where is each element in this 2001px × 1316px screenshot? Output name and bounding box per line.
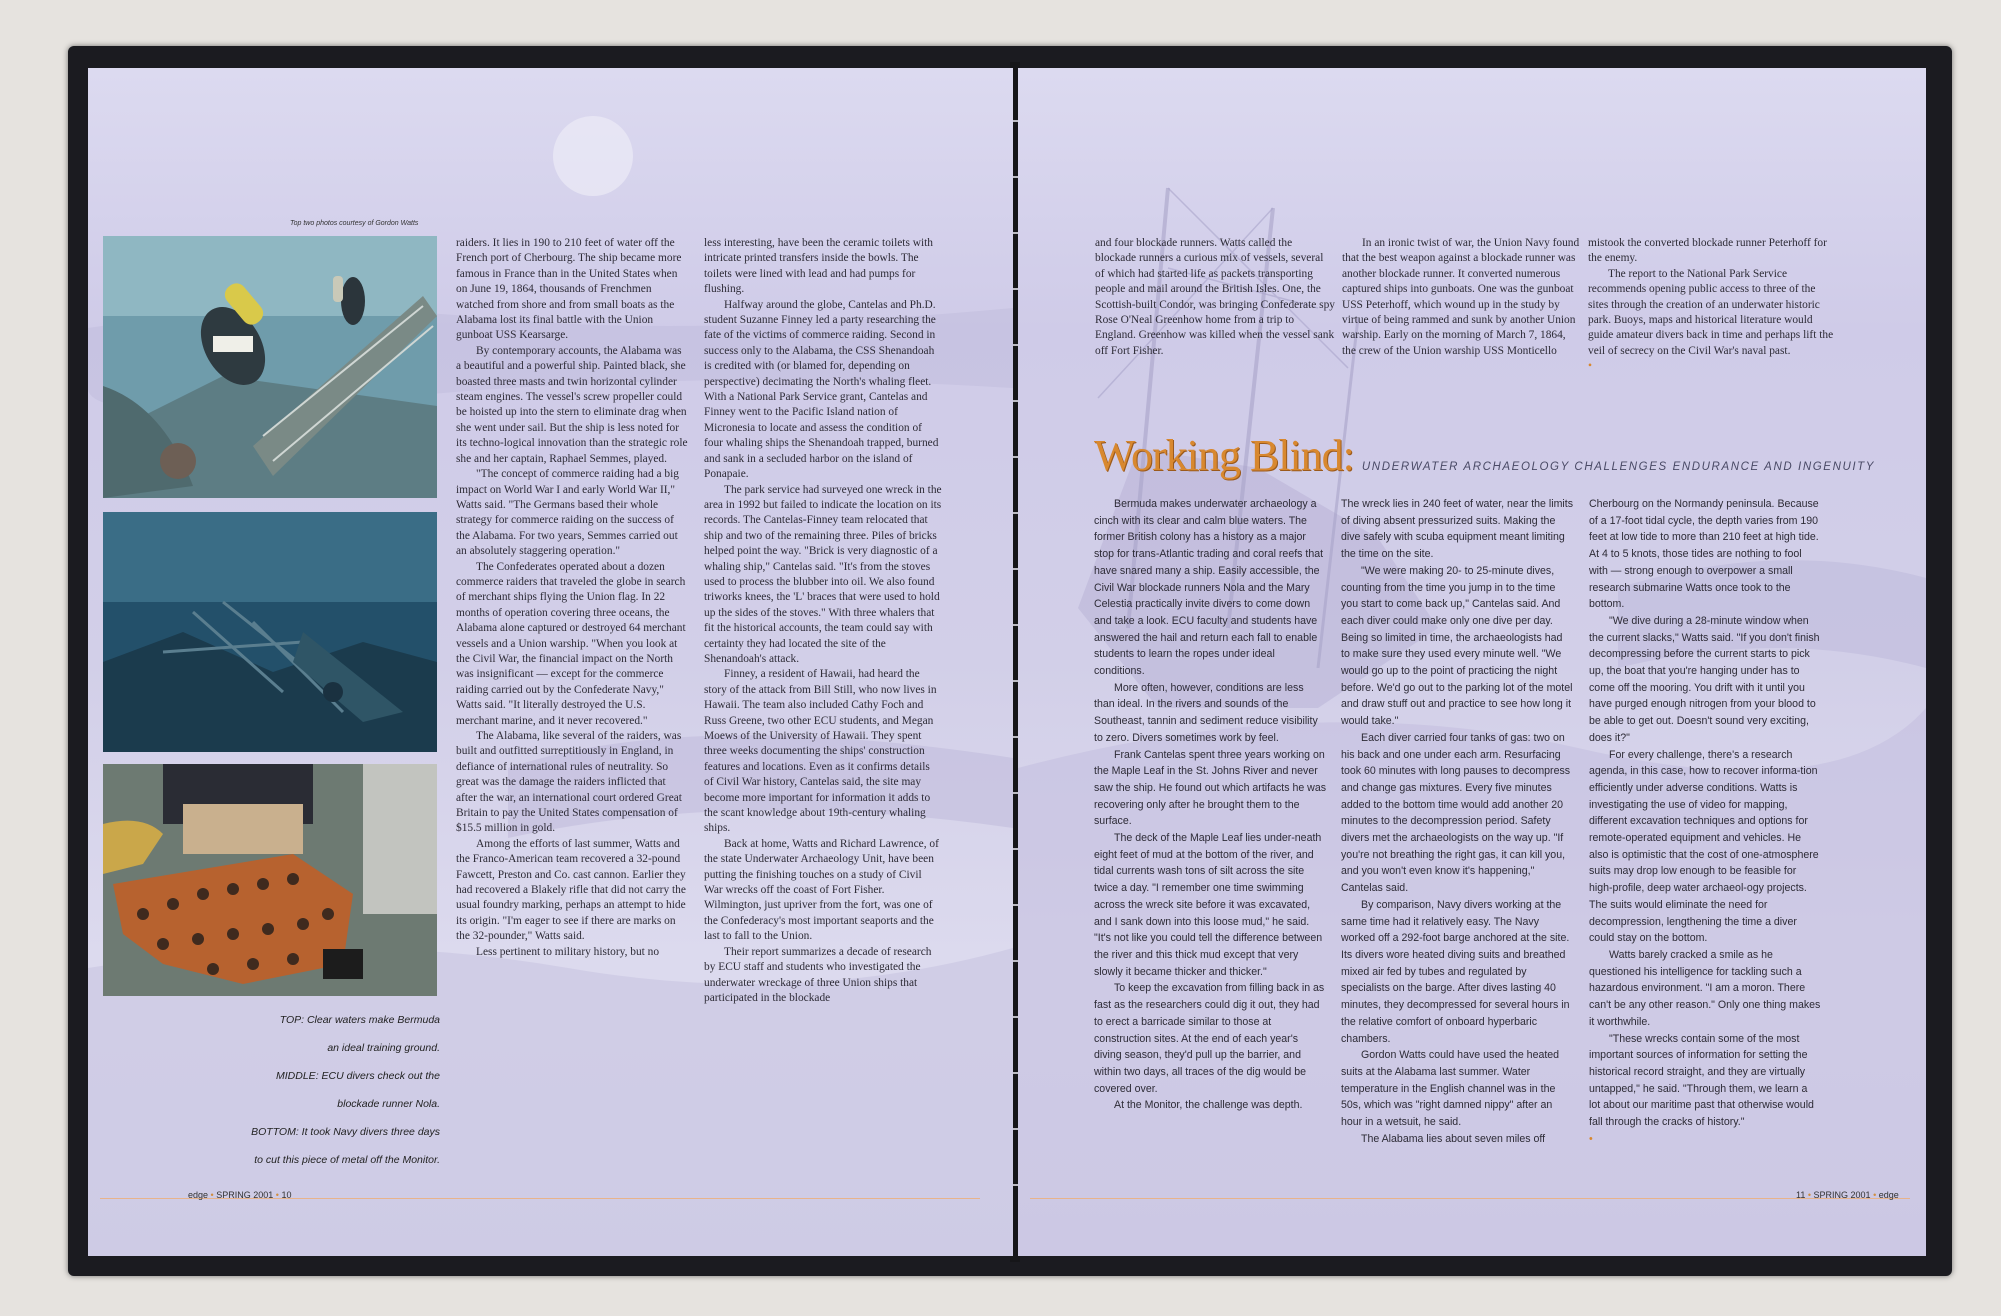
left-column-1: [456, 236, 688, 960]
paragraph: The Confederates operated about a dozen commerce raiders that traveled the globe in search of merchant ships flying the Union flag. In 22 months of operation covering three oceans, the Alabama alone captured or destroyed 64 merchant vessels and a Union warship. "When you look at the Civil War, the financial impact on the North was insignificant — except for the commerce raiding carried out by the Confederate Navy," Watts said. "It literally destroyed the U.S. merchant marine, and it never recovered.": [456, 560, 686, 727]
right-top-column-2: [1342, 236, 1580, 359]
paragraph: By comparison, Navy divers working at the same time had it relatively easy. The Navy worked off a 292-foot barge anchored at the site. Its divers wore heated diving suits and breathed mixed air fed by tubes and regulated by specialists on the barge. After dives lasting 40 minutes, they decompressed for several hours in the relative comfort of onboard hyperbaric chambers.: [1341, 898, 1570, 1045]
photo-credit: Top two photos courtesy of Gordon Watts: [290, 220, 419, 227]
paragraph: "These wrecks contain some of the most important sources of information for setting the historical record straight, and they are virtually untapped," he said. "Through them, we learn a lot about our maritime past that otherwise would fall through the cracks of history.": [1589, 1032, 1814, 1129]
photo-divers-bermuda: [103, 236, 437, 498]
paragraph: By contemporary accounts, the Alabama was a beautiful and a powerful ship. Painted black, she boasted three masts and twin horizontal cylinder steam engines. The vessel's screw propeller could be hoisted up into the stern to eliminate drag when she went under sail. But the ship is less noted for its techno-logical innovation than the strategic role she and her captain, Raphael Semmes, played.: [456, 344, 688, 465]
folio-magazine: edge: [188, 1190, 209, 1200]
right-footer-rule: [1030, 1198, 1910, 1199]
folio-page: 11: [1796, 1190, 1806, 1200]
photo-blockade-runner-nola: [103, 512, 437, 752]
caption-line: TOP: Clear waters make Bermuda: [279, 1014, 440, 1026]
paragraph: The park service had surveyed one wreck in the area in 1992 but failed to indicate the location on its records. The Cantelas-Finney team relocated that ship and two of the remaining three. Piles of bricks helped point the way. "Brick is very diagnostic of a whaling ship," Cantelas said. "It's from the stoves used to process the blubber into oil. We also found triworks knees, the 'L' braces that were used to hold up the sides of the stoves." With three whalers that fit the historical accounts, the team could say with certainty they had located the site of the Shenandoah's attack.: [704, 483, 942, 665]
paragraph: The Alabama, like several of the raiders, was built and outfitted surreptitiously in England, in defiance of international rules of neutrality. So great was the damage the raiders inflicted that after the war, an international court ordered Great Britain to pay the United States compensation of $15.5 million in gold.: [456, 730, 682, 835]
paragraph: At the Monitor, the challenge was depth.: [1114, 1099, 1303, 1112]
caption-line: BOTTOM: It took Navy divers three days: [251, 1126, 440, 1138]
paragraph: More often, however, conditions are less than ideal. In the rivers and sounds of the Southeast, tannin and sediment reduce visibility to zero. Divers sometimes work by feel.: [1094, 681, 1318, 744]
article-headline: [1094, 430, 1875, 481]
paragraph: The Alabama lies about seven miles off: [1361, 1132, 1546, 1145]
paragraph: Halfway around the globe, Cantelas and Ph.D. student Suzanne Finney led a party researching the fate of the victims of commerce raiding. Second in success only to the Alabama, the CSS Shenandoah is credited with (or blamed for, depending on perspective) decimating the North's whaling fleet. With a National Park Service grant, Cantelas and Finney went to the Pacific Island nation of Micronesia to locate and assess the condition of four whaling ships the Shenandoah trapped, burned and sank in a secluded harbor on the island of Ponapaie.: [704, 298, 939, 481]
paragraph: Among the efforts of last summer, Watts and the Franco-American team recovered a 32-pound Fawcett, Preston and Co. cast cannon. Earlier they had recovered a Blakely rifle that did not carry the usual foundry marking, perhaps an attempt to hide its origin. "I'm eager to see if there are marks on the 32-pounder," Watts said.: [456, 837, 686, 943]
paragraph: less interesting, have been the ceramic toilets with intricate printed transfers inside the bowls. The toilets were lined with lead and had pumps for flushing.: [704, 237, 934, 296]
right-column-1: [1094, 496, 1326, 1114]
headline-title: Working Blind:: [1094, 431, 1354, 480]
paragraph: Less pertinent to military history, but no: [476, 945, 660, 958]
paragraph: "The concept of commerce raiding had a big impact on World War I and early World War II," Watts said. "The Germans based their whole strategy for commerce raiding on the success of the Alabama. For two years, Semmes carried out an absolutely staggering operation.": [456, 468, 679, 558]
photo-monitor-metal-piece: [103, 764, 437, 996]
paragraph: Their report summarizes a decade of research by ECU staff and students who investigated the underwater wreckage of three Union ships that participated in the blockade: [704, 945, 932, 1004]
paragraph: and four blockade runners. Watts called the blockade runners a curious mix of vessels, several of which had started life as packets transporting people and mail around the British Isles. One, the Scottish-built Condor, was bringing Confederate spy Rose O'Neal Greenhow home from a trip to England. Greenhow was killed when the vessel sank off Fort Fisher.: [1095, 237, 1335, 357]
paragraph: Finney, a resident of Hawaii, had heard the story of the attack from Bill Still, who now lives in Hawaii. The team also included Cathy Foch and Russ Greene, two other ECU students, and Megan Moews of the University of Hawaii. They spent three weeks documenting the ships' construction features and locations. Even as it confirms details of Civil War history, Cantelas said, the site may become more important for information it adds to the scant knowledge about 19th-century whaling ships.: [704, 668, 937, 835]
paragraph: "We dive during a 28-minute window when the current slacks," Watts said. "If you don't finish decompressing before the current starts to pick up, the boat that you're hanging under has to come off the mooring. You drift with it until you have purged enough nitrogen from your blood to be able to get out. Doesn't sound very exciting, does it?": [1589, 614, 1820, 744]
paragraph: Frank Cantelas spent three years working on the Maple Leaf in the St. Johns River and never saw the ship. He found out which artifacts he was recovering only after he brought them to the surface.: [1094, 748, 1327, 828]
folio-issue: SPRING 2001: [1813, 1190, 1871, 1200]
paragraph: Back at home, Watts and Richard Lawrence, of the state Underwater Archaeology Unit, have been putting the finishing touches on a study of Civil War wrecks off the coast of Fort Fisher. Wilmington, just upriver from the fort, was one of the Confederacy's most important seaports and the last to fall to the Union.: [704, 837, 939, 943]
paragraph: The report to the National Park Service recommends opening public access to three of the sites through the creation of an underwater historic park. Buoys, maps and historical literature would guide amateur divers back in time and perhaps lift the veil of secrecy on the Civil War's naval past.: [1588, 267, 1834, 357]
caption-line: to cut this piece of metal off the Monitor.: [254, 1154, 440, 1166]
paragraph: Bermuda makes underwater archaeology a cinch with its clear and calm blue waters. The former British colony has a history as a major stop for trans-Atlantic trading and coral reefs that have snared many a ship. Easily accessible, the Civil War blockade runners Nola and the Mary Celestia practically invite divers to come down and take a look. ECU faculty and students have answered the hail and return each fall to enable students to learn the ropes under ideal conditions.: [1094, 498, 1324, 678]
right-folio: 11 • SPRING 2001 • edge: [1796, 1190, 1899, 1200]
left-folio: edge • SPRING 2001 • 10: [188, 1190, 292, 1200]
paragraph: The wreck lies in 240 feet of water, near the limits of diving absent pressurized suits. Making the dive safely with scuba equipment meant limiting the time on the site.: [1341, 498, 1573, 561]
right-top-column-1: [1095, 236, 1335, 359]
right-column-2: [1341, 496, 1573, 1147]
headline-subhead: UNDERWATER ARCHAEOLOGY CHALLENGES ENDURANCE AND INGENUITY: [1361, 461, 1876, 473]
paragraph: mistook the converted blockade runner Peterhoff for the enemy.: [1588, 237, 1827, 265]
caption-line: an ideal training ground.: [327, 1042, 440, 1054]
paragraph: In an ironic twist of war, the Union Navy found that the best weapon against a blockade runner was another blockade runner. It converted numerous captured ships into gunboats. One was the gunboat USS Peterhoff, which wound up in the study by virtue of being rammed and sunk by another Union warship. Early on the morning of March 7, 1864, the crew of the Union warship USS Monticello: [1342, 237, 1580, 357]
caption-line: MIDDLE: ECU divers check out the: [276, 1070, 440, 1082]
caption-line: blockade runner Nola.: [337, 1098, 440, 1110]
end-mark-icon: •: [1589, 1132, 1593, 1145]
paragraph: Gordon Watts could have used the heated suits at the Alabama last summer. Water temperature in the English channel was in the 50s, which was "right damned nippy" after an hour in a wetsuit, he said.: [1341, 1049, 1560, 1129]
right-column-3: [1589, 496, 1821, 1147]
paragraph: For every challenge, there's a research agenda, in this case, how to recover informa-tion efficiently under adverse conditions. Watts is investigating the use of video for mapping, different excavation techniques and options for remote-operated equipment and vehicles. He also is optimistic that the cost of one-atmosphere suits may drop low enough to be feasible for high-profile, deep water archaeol-ogy projects. The suits would eliminate the need for decompression, lengthening the time a diver could stay on the bottom.: [1589, 748, 1819, 945]
left-column-2: [704, 236, 942, 1006]
photo-captions: [250, 1006, 440, 1174]
paragraph: Watts barely cracked a smile as he questioned his intelligence for tackling such a hazardous environment. "I am a moron. There can't be any other reason." Only one thing makes it worthwhile.: [1589, 948, 1821, 1028]
folio-magazine: edge: [1878, 1190, 1899, 1200]
paragraph: Cherbourg on the Normandy peninsula. Because of a 17-foot tidal cycle, the depth varies from 190 feet at low tide to more than 210 feet at high tide. At 4 to 5 knots, those tides are nothing to fool with — strong enough to overpower a small research submarine Watts once took to the bottom.: [1589, 498, 1819, 611]
paragraph: raiders. It lies in 190 to 210 feet of water off the French port of Cherbourg. The ship became more famous in France than in the United States when on June 19, 1864, thousands of Frenchmen watched from shore and from small boats as the Alabama lost its final battle with the Union gunboat USS Kearsarge.: [456, 237, 682, 342]
folio-page: 10: [281, 1190, 292, 1200]
paragraph: The deck of the Maple Leaf lies under-neath eight feet of mud at the bottom of the river, and tidal currents wash tons of silt across the site twice a day. "I remember one time swimming across the wreck site before it was excavated, and I sank down into this loose mud," he said. "It's not like you could tell the difference between the river and this thick mud except that very slowly it became thicker and thicker.": [1094, 832, 1323, 978]
end-mark-icon: •: [1588, 360, 1592, 373]
right-top-column-3: [1588, 236, 1838, 375]
paragraph: "We were making 20- to 25-minute dives, counting from the time you jump in to the time you start to come back up," Cantelas said. And each diver could make only one dive per day. Being so limited in time, the archaeologists had to make sure they used every minute well. "We would go up to the point of practicing the night before. We'd go out to the parking lot of the motel and draw stuff out and practice to see how long it would take.": [1341, 564, 1573, 728]
paragraph: Each diver carried four tanks of gas: two on his back and one under each arm. Resurfacing took 60 minutes with long pauses to decompress and change gas mixtures. Every five minutes added to the bottom time would add another 20 minutes to the decompression period. Safety divers met the archaeologists on the way up. "If you're not breathing the right gas, it can kill you, and you won't even know it's happening," Cantelas said.: [1341, 731, 1571, 895]
folio-issue: SPRING 2001: [216, 1190, 274, 1200]
paragraph: To keep the excavation from filling back in as fast as the researchers could dig it out, they had to erect a barricade similar to those at construction sites. At the end of each year's diving season, they'd pull up the barrier, and within two days, all traces of the dig would be covered over.: [1094, 982, 1325, 1095]
